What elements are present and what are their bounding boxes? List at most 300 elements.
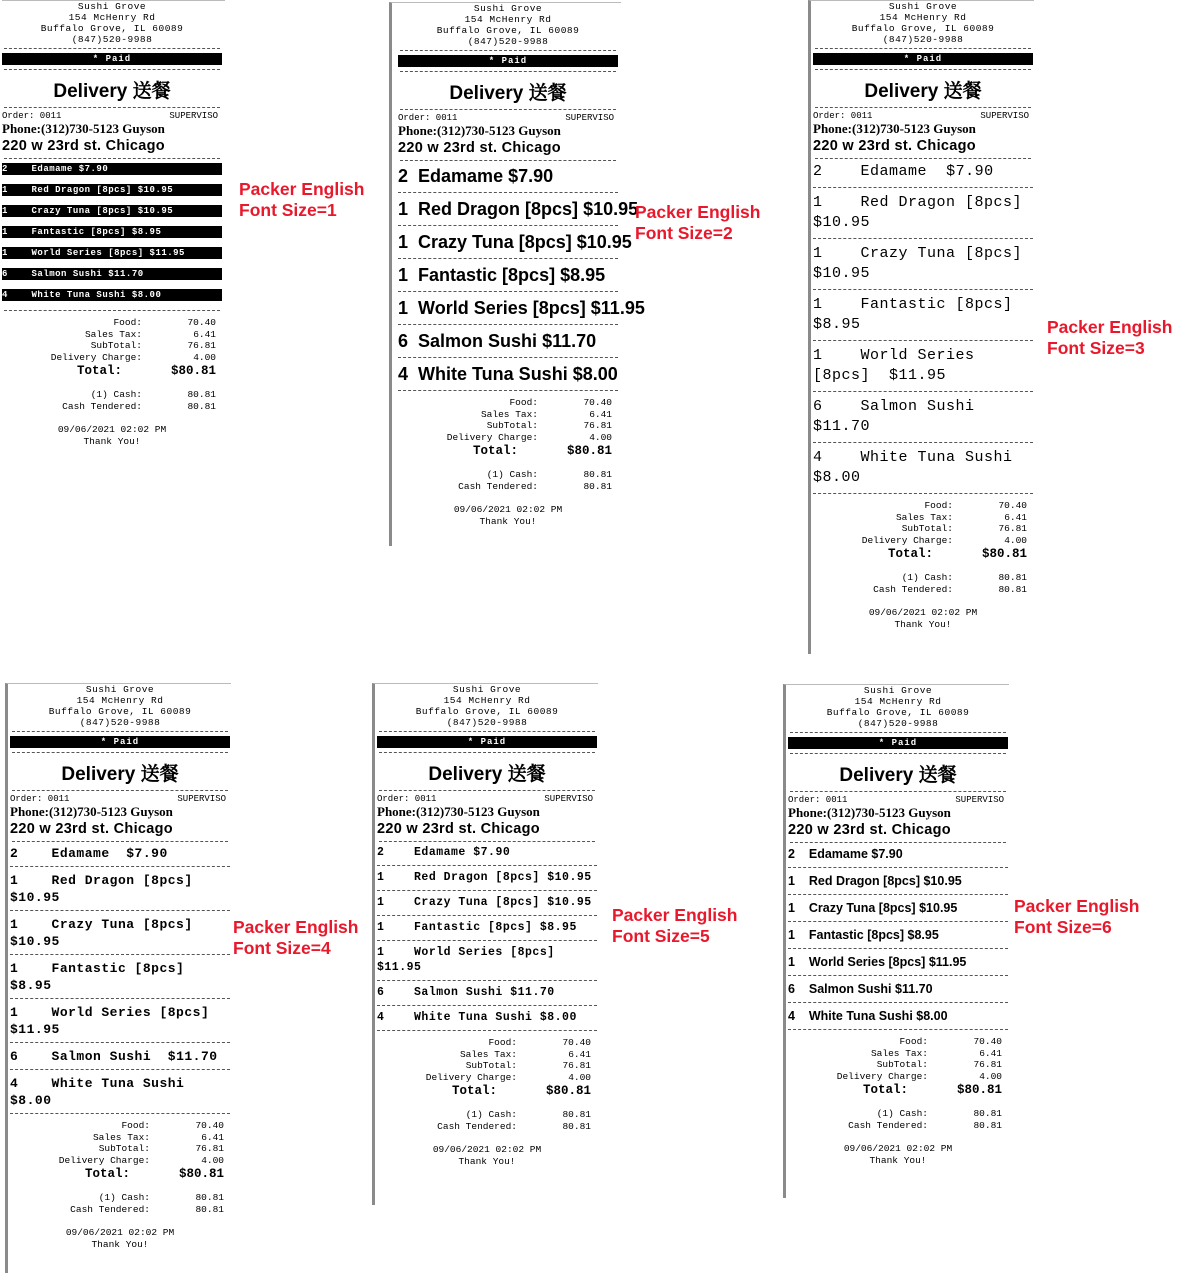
item-name: Salmon Sushi <box>860 398 975 415</box>
receipt-font-size-1 <box>2 0 225 480</box>
totals-label: Delivery Charge: <box>836 1070 928 1082</box>
totals-row <box>788 1036 1008 1048</box>
payment-value: 80.81 <box>187 389 216 400</box>
item-name: Red Dragon [8pcs] <box>51 873 193 888</box>
totals-label: Sales Tax: <box>895 511 953 523</box>
font-size-label <box>239 179 364 221</box>
customer-address: 220 w 23rd st. Chicago <box>788 822 951 838</box>
totals-row <box>398 409 618 421</box>
payment-row <box>788 1108 1008 1120</box>
payment-row <box>813 572 1033 584</box>
label-line-2: Font Size=2 <box>635 223 733 243</box>
line-item <box>2 226 222 238</box>
item-name: Red Dragon [8pcs] <box>418 199 579 219</box>
item-name: World Series [8pcs] <box>414 946 555 959</box>
order-user: SUPERVISO <box>565 113 614 123</box>
totals-row <box>813 523 1033 535</box>
order-user: SUPERVISO <box>177 794 226 804</box>
store-header <box>788 685 1008 729</box>
item-qty: 1 <box>2 206 8 216</box>
totals-label: SubTotal: <box>486 420 538 431</box>
divider <box>790 791 1006 792</box>
item-name: Edamame <box>860 163 928 180</box>
divider <box>12 731 228 732</box>
label-line-2: Font Size=6 <box>1014 917 1112 937</box>
item-qty: 6 <box>377 986 385 999</box>
item-qty: 2 <box>377 846 385 859</box>
totals-label: Delivery Charge: <box>50 351 142 363</box>
item-price: $8.00 <box>131 290 162 300</box>
payment-value: 80.81 <box>195 1203 224 1215</box>
font-size-label <box>233 917 358 959</box>
receipt-font-size-4 <box>5 683 231 1273</box>
totals-value: 76.81 <box>562 1060 591 1071</box>
order-number: Order: 0011 <box>398 113 458 123</box>
item-name: Red Dragon [8pcs] <box>31 185 132 195</box>
payment-value: 80.81 <box>187 400 216 412</box>
totals-label: Sales Tax: <box>459 1048 517 1060</box>
payment-value: 80.81 <box>973 1108 1002 1119</box>
payment-label: (1) Cash: <box>90 389 142 400</box>
item-price: $8.95 <box>10 978 52 993</box>
grand-total-row <box>813 546 1033 562</box>
item-qty: 1 <box>813 296 823 313</box>
label-line-1: Packer English <box>1014 896 1140 916</box>
divider <box>4 48 220 49</box>
item-qty: 1 <box>788 874 795 888</box>
item-qty: 1 <box>10 873 19 888</box>
item-name: World Series [8pcs] <box>808 955 926 969</box>
item-price: $11.70 <box>510 986 555 999</box>
delivery-title: Delivery 送餐 <box>61 764 179 785</box>
label-line-2: Font Size=4 <box>233 938 331 958</box>
receipt-footer <box>788 1143 1008 1166</box>
totals-row <box>377 1037 597 1049</box>
line-item <box>377 985 597 1006</box>
totals-label: Food: <box>121 1120 150 1131</box>
item-name: World Series [8pcs] <box>418 298 586 318</box>
line-item <box>377 945 597 981</box>
payment-label: Cash Tendered: <box>458 480 538 492</box>
totals-row <box>813 500 1033 512</box>
line-item <box>788 981 1008 1003</box>
customer-phone: Phone:(312)730-5123 Guyson <box>813 121 976 136</box>
totals-value: 6.41 <box>1004 511 1027 523</box>
totals-value: 4.00 <box>568 1071 591 1083</box>
receipt-datetime: 09/06/2021 02:02 PM <box>868 607 978 618</box>
totals-label: Food: <box>113 317 142 328</box>
item-list <box>788 846 1008 1030</box>
item-price: $10.95 <box>813 265 871 282</box>
receipt-body <box>377 684 597 1167</box>
totals-label: Sales Tax: <box>92 1131 150 1143</box>
grand-total-value: $80.81 <box>170 364 216 378</box>
payment-label: Cash Tendered: <box>437 1120 517 1132</box>
totals-row <box>10 1143 230 1155</box>
grand-total-value: $80.81 <box>545 1084 591 1098</box>
customer-address: 220 w 23rd st. Chicago <box>377 821 540 837</box>
line-item <box>813 295 1033 341</box>
totals-value: 6.41 <box>201 1131 224 1143</box>
item-name: Crazy Tuna [8pcs] <box>808 901 916 915</box>
receipt-footer <box>10 1227 230 1250</box>
totals-row <box>398 432 618 444</box>
item-name: Fantastic [8pcs] <box>860 296 1013 313</box>
item-qty: 6 <box>10 1049 19 1064</box>
item-price: $11.70 <box>542 331 597 351</box>
totals-row <box>788 1071 1008 1083</box>
item-qty: 4 <box>377 1011 385 1024</box>
totals-row <box>788 1059 1008 1071</box>
payment-value: 80.81 <box>583 480 612 492</box>
order-user: SUPERVISO <box>544 794 593 804</box>
line-item <box>813 244 1033 290</box>
receipt-body <box>398 3 645 527</box>
line-item <box>10 916 230 955</box>
customer-phone: Phone:(312)730-5123 Guyson <box>398 123 561 138</box>
totals-value: 4.00 <box>201 1154 224 1166</box>
totals-label: Food: <box>899 1036 928 1047</box>
item-name: World Series [8pcs] <box>51 1005 210 1020</box>
store-city: Buffalo Grove, IL 60089 <box>48 706 192 717</box>
store-city: Buffalo Grove, IL 60089 <box>851 23 995 34</box>
totals-label: SubTotal: <box>465 1060 517 1071</box>
totals-value: 6.41 <box>568 1048 591 1060</box>
item-price: $7.90 <box>871 847 903 861</box>
item-list <box>2 163 222 301</box>
delivery-title: Delivery 送餐 <box>839 765 957 786</box>
divider <box>12 752 228 753</box>
totals-row <box>813 512 1033 524</box>
payment-label: (1) Cash: <box>465 1109 517 1120</box>
item-price: $8.00 <box>572 364 618 384</box>
label-line-1: Packer English <box>233 917 359 937</box>
totals-row <box>398 420 618 432</box>
payment-label: (1) Cash: <box>98 1192 150 1203</box>
item-price: $11.70 <box>813 418 871 435</box>
store-header <box>377 684 597 728</box>
totals-value: 4.00 <box>193 351 216 363</box>
line-item <box>398 231 632 259</box>
delivery-title: Delivery 送餐 <box>53 81 171 102</box>
totals-value: 4.00 <box>589 431 612 443</box>
store-street: 154 McHenry Rd <box>68 12 156 23</box>
item-price: $10.95 <box>813 214 871 231</box>
item-price: $11.95 <box>590 298 645 318</box>
item-price: $11.95 <box>10 1022 60 1037</box>
customer-address: 220 w 23rd st. Chicago <box>813 138 976 154</box>
item-price: $10.95 <box>547 896 592 909</box>
receipt-footer <box>2 424 222 447</box>
thank-you: Thank You! <box>894 618 952 630</box>
order-line <box>398 113 618 123</box>
item-qty: 4 <box>788 1009 795 1023</box>
item-qty: 6 <box>398 331 409 351</box>
divider <box>790 732 1006 733</box>
item-price: $8.95 <box>907 928 939 942</box>
grand-total-label: Total: <box>862 1083 908 1097</box>
item-qty: 1 <box>813 347 823 364</box>
store-city: Buffalo Grove, IL 60089 <box>40 23 184 34</box>
payment-value: 80.81 <box>583 469 612 480</box>
customer-address: 220 w 23rd st. Chicago <box>398 140 561 156</box>
store-name: Sushi Grove <box>77 1 147 12</box>
totals-value: 4.00 <box>1004 534 1027 546</box>
line-item <box>10 872 230 911</box>
item-qty: 1 <box>398 298 409 318</box>
item-name: Edamame <box>31 164 73 174</box>
customer-phone: Phone:(312)730-5123 Guyson <box>377 804 540 819</box>
item-qty: 1 <box>813 194 823 211</box>
item-name: Salmon Sushi <box>808 982 892 996</box>
totals-value: 6.41 <box>589 408 612 420</box>
order-user: SUPERVISO <box>980 111 1029 121</box>
grand-total-row <box>2 363 222 379</box>
payment-row <box>10 1192 230 1204</box>
line-item <box>813 162 1033 188</box>
line-item <box>2 247 222 259</box>
totals-block <box>10 1120 230 1250</box>
item-name: Crazy Tuna [8pcs] <box>414 896 540 909</box>
store-header <box>10 684 230 728</box>
label-line-1: Packer English <box>612 905 738 925</box>
item-name: Red Dragon [8pcs] <box>860 194 1023 211</box>
font-size-label <box>1047 317 1172 359</box>
totals-label: Delivery Charge: <box>425 1071 517 1083</box>
payment-label: Cash Tendered: <box>70 1203 150 1215</box>
receipt-datetime: 09/06/2021 02:02 PM <box>57 424 167 435</box>
item-price: $8.95 <box>131 227 162 237</box>
payment-label: (1) Cash: <box>486 469 538 480</box>
grand-total-value: $80.81 <box>981 547 1027 561</box>
item-price: $10.95 <box>919 901 958 915</box>
thank-you: Thank You! <box>869 1154 927 1166</box>
payment-value: 80.81 <box>562 1120 591 1132</box>
item-qty: 2 <box>788 847 795 861</box>
divider <box>790 842 1006 843</box>
item-price: $10.95 <box>137 206 174 216</box>
item-qty: 4 <box>398 364 409 384</box>
totals-label: Sales Tax: <box>870 1047 928 1059</box>
label-line-2: Font Size=5 <box>612 926 710 946</box>
store-header <box>813 1 1033 45</box>
totals-label: SubTotal: <box>90 340 142 351</box>
grand-total-row <box>377 1083 597 1099</box>
totals-block <box>398 397 618 527</box>
item-price: $10.95 <box>923 874 962 888</box>
totals-row <box>10 1120 230 1132</box>
item-qty: 4 <box>813 449 823 466</box>
item-name: Edamame <box>51 846 110 861</box>
receipt-body <box>788 685 1008 1166</box>
delivery-title: Delivery 送餐 <box>864 81 982 102</box>
store-name: Sushi Grove <box>452 684 522 695</box>
delivery-title: Delivery 送餐 <box>449 83 567 104</box>
divider <box>400 160 616 161</box>
totals-row <box>2 317 222 329</box>
item-price: $7.90 <box>946 163 994 180</box>
font-size-label <box>635 202 760 244</box>
item-name: Fantastic [8pcs] <box>51 961 185 976</box>
payment-row <box>10 1204 230 1216</box>
item-qty: 1 <box>788 901 795 915</box>
item-name: White Tuna Sushi <box>31 290 126 300</box>
item-name: Edamame <box>808 847 868 861</box>
store-phone: (847)520-9988 <box>71 34 153 45</box>
line-item <box>813 346 1033 392</box>
receipt-datetime: 09/06/2021 02:02 PM <box>432 1144 542 1155</box>
line-item <box>377 870 597 891</box>
item-price: $8.95 <box>560 265 606 285</box>
item-price: $10.95 <box>10 934 60 949</box>
item-name: Fantastic [8pcs] <box>414 921 533 934</box>
store-city: Buffalo Grove, IL 60089 <box>826 707 970 718</box>
order-line <box>2 111 222 121</box>
item-qty: 1 <box>398 232 409 252</box>
item-qty: 1 <box>377 946 385 959</box>
item-qty: 4 <box>2 290 8 300</box>
item-qty: 1 <box>377 921 385 934</box>
payment-row <box>377 1109 597 1121</box>
item-name: Crazy Tuna [8pcs] <box>51 917 193 932</box>
customer-phone: Phone:(312)730-5123 Guyson <box>788 805 951 820</box>
line-item <box>788 900 1008 922</box>
item-list <box>10 845 230 1114</box>
item-qty: 1 <box>813 245 823 262</box>
totals-row <box>2 352 222 364</box>
item-qty: 1 <box>788 928 795 942</box>
payment-row <box>2 389 222 401</box>
store-name: Sushi Grove <box>85 684 155 695</box>
item-qty: 1 <box>2 248 8 258</box>
item-name: Fantastic [8pcs] <box>418 265 556 285</box>
totals-value: 76.81 <box>998 523 1027 534</box>
store-header <box>398 3 618 47</box>
line-item <box>10 1004 230 1043</box>
item-qty: 6 <box>788 982 795 996</box>
item-qty: 1 <box>788 955 795 969</box>
item-qty: 1 <box>10 961 19 976</box>
item-qty: 1 <box>377 871 385 884</box>
totals-row <box>377 1060 597 1072</box>
item-name: Crazy Tuna [8pcs] <box>31 206 132 216</box>
line-item <box>10 1075 230 1114</box>
line-item <box>377 845 597 866</box>
customer-address: 220 w 23rd st. Chicago <box>2 138 165 154</box>
receipt-font-size-5 <box>372 683 598 1205</box>
thank-you: Thank You! <box>458 1155 516 1167</box>
item-price: $11.95 <box>889 367 947 384</box>
label-line-2: Font Size=3 <box>1047 338 1145 358</box>
totals-value: 76.81 <box>195 1143 224 1154</box>
receipt-footer <box>813 607 1033 630</box>
item-name: White Tuna Sushi <box>418 364 568 384</box>
receipt-font-size-6 <box>783 684 1009 1198</box>
item-name: Red Dragon [8pcs] <box>414 871 540 884</box>
totals-block <box>377 1037 597 1167</box>
item-price: $10.95 <box>547 871 592 884</box>
line-item <box>788 873 1008 895</box>
item-price: $11.70 <box>895 982 933 996</box>
item-qty: 1 <box>10 1005 19 1020</box>
item-qty: 2 <box>813 163 823 180</box>
grand-total-label: Total: <box>887 547 933 561</box>
store-header <box>2 1 222 45</box>
paid-banner: * Paid <box>2 53 222 65</box>
item-list <box>813 162 1033 494</box>
order-number: Order: 0011 <box>813 111 873 121</box>
item-name: Salmon Sushi <box>51 1049 152 1064</box>
item-name: Crazy Tuna [8pcs] <box>860 245 1023 262</box>
totals-label: Food: <box>924 500 953 511</box>
item-price: $7.90 <box>126 846 168 861</box>
totals-value: 76.81 <box>583 420 612 431</box>
receipt-footer <box>398 504 618 527</box>
receipt-footer <box>377 1144 597 1167</box>
item-name: Edamame <box>418 166 504 186</box>
divider <box>4 107 220 108</box>
store-city: Buffalo Grove, IL 60089 <box>415 706 559 717</box>
grand-total-row <box>788 1082 1008 1098</box>
totals-row <box>398 397 618 409</box>
line-item <box>377 920 597 941</box>
payment-row <box>377 1121 597 1133</box>
totals-block <box>813 500 1033 630</box>
divider <box>815 69 1031 70</box>
line-item <box>398 297 645 325</box>
store-phone: (847)520-9988 <box>467 36 549 47</box>
delivery-title: Delivery 送餐 <box>428 764 546 785</box>
paid-banner: * Paid <box>398 55 618 67</box>
order-line <box>10 794 230 804</box>
totals-row <box>377 1072 597 1084</box>
line-item <box>813 193 1033 239</box>
item-price: $8.95 <box>813 316 861 333</box>
font-size-label <box>1014 896 1139 938</box>
store-phone: (847)520-9988 <box>79 717 161 728</box>
payment-label: (1) Cash: <box>876 1108 928 1119</box>
totals-value: 70.40 <box>195 1120 224 1131</box>
line-item <box>10 1048 230 1070</box>
line-item <box>10 845 230 867</box>
grand-total-label: Total: <box>451 1084 497 1098</box>
item-price: $11.70 <box>167 1049 218 1064</box>
item-qty: 4 <box>10 1076 19 1091</box>
totals-label: Delivery Charge: <box>861 534 953 546</box>
totals-row <box>2 329 222 341</box>
totals-row <box>788 1048 1008 1060</box>
item-name: Salmon Sushi <box>414 986 503 999</box>
item-list <box>398 165 645 391</box>
item-price: $7.90 <box>508 166 554 186</box>
order-line <box>788 795 1008 805</box>
divider <box>400 71 616 72</box>
payment-value: 80.81 <box>562 1109 591 1120</box>
item-price: $8.00 <box>916 1009 948 1023</box>
item-qty: 2 <box>2 164 8 174</box>
store-phone: (847)520-9988 <box>857 718 939 729</box>
store-street: 154 McHenry Rd <box>879 12 967 23</box>
divider <box>4 69 220 70</box>
order-user: SUPERVISO <box>169 111 218 121</box>
item-qty: 1 <box>398 199 409 219</box>
line-item <box>377 1010 597 1031</box>
payment-value: 80.81 <box>998 572 1027 583</box>
item-price: $11.95 <box>928 955 967 969</box>
item-qty: 2 <box>10 846 19 861</box>
totals-value: 70.40 <box>998 500 1027 511</box>
paid-banner: * Paid <box>10 736 230 748</box>
